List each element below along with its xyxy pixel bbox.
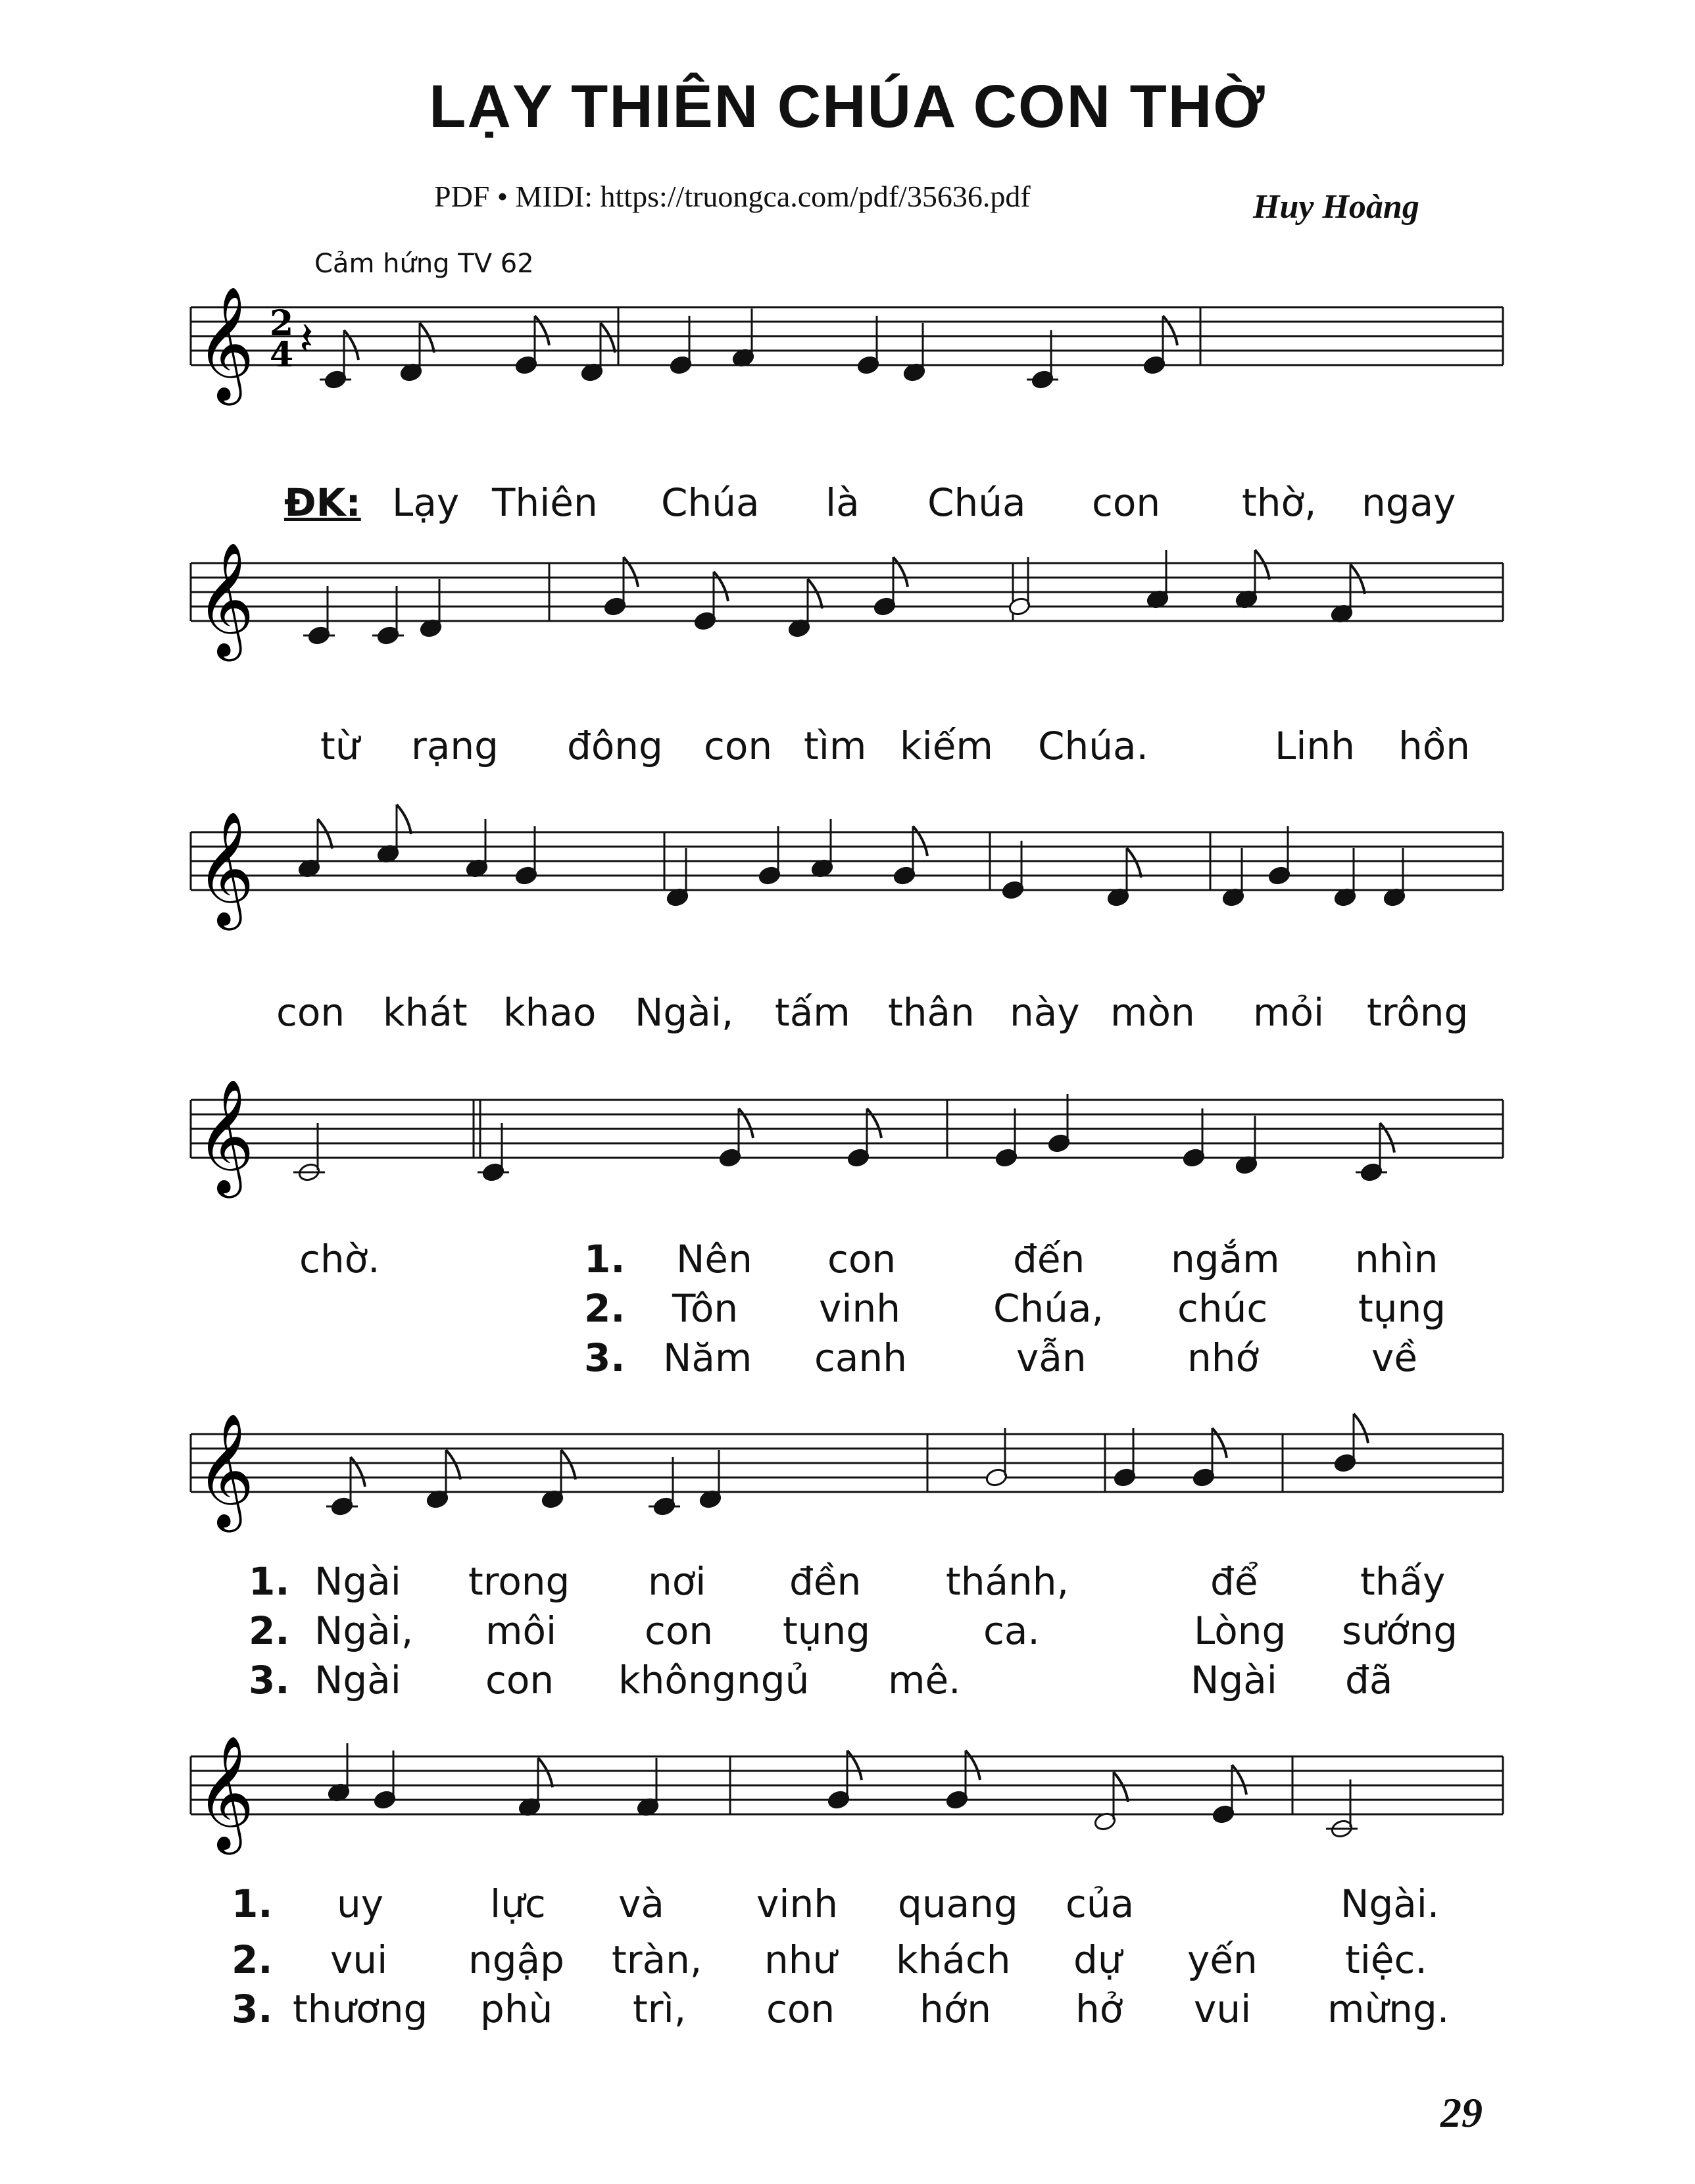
treble-clef-icon: 𝄞 [196, 286, 255, 401]
lyric-word: tấm [775, 990, 850, 1035]
time-signature-bottom: 4 [270, 335, 294, 375]
verse-number: 2. [249, 1608, 290, 1653]
time-signature-top: 2 [270, 303, 294, 343]
lyric-word: mừng. [1327, 1987, 1450, 2031]
lyric-word: khát [383, 990, 468, 1035]
lyric-word: con [827, 1237, 897, 1281]
lyric-word: trông [1367, 990, 1469, 1035]
lyric-word: thương [293, 1987, 428, 2031]
lyric-word: vinh [819, 1286, 900, 1331]
lyric-word: Chúa [927, 480, 1026, 525]
note-flag [1354, 1414, 1368, 1443]
lyric-word: sướng [1342, 1608, 1458, 1653]
note-flag [847, 1750, 862, 1780]
lyric-word: Linh [1275, 724, 1355, 768]
lyric-word: tìm [804, 724, 867, 768]
lyric-word: con [1092, 480, 1161, 525]
lyric-word: Ngài [314, 1658, 401, 1702]
lyric-word: thấy [1360, 1559, 1446, 1604]
lyric-word: ngay [1362, 480, 1456, 525]
treble-clef-icon: 𝄞 [196, 1079, 255, 1193]
note-flag [739, 1108, 753, 1138]
lyric-word: Ngài, [635, 990, 734, 1035]
lyric-word: Chúa, [993, 1286, 1104, 1331]
note-flag [714, 572, 728, 601]
lyric-word: Thiên [492, 480, 598, 525]
note-flag [867, 1108, 881, 1138]
note-flag [1380, 1123, 1394, 1153]
note-flag [538, 1758, 553, 1787]
lyric-word: là [825, 480, 860, 525]
verse-number: 1. [249, 1559, 290, 1604]
lyric-word: tụng [783, 1608, 871, 1653]
lyric-word: tụng [1358, 1286, 1446, 1331]
note-flag [966, 1750, 980, 1780]
note-flag [808, 579, 822, 608]
lyric-word: này [1010, 990, 1080, 1035]
lyric-word: canh [814, 1335, 907, 1380]
lyric-word: Năm [663, 1335, 752, 1380]
lyric-word: để [1210, 1559, 1258, 1604]
lyric-word: vui [1194, 1987, 1252, 2031]
note-flag [1114, 1772, 1128, 1802]
quarter-rest-icon: 𝄽 [299, 312, 314, 366]
lyric-word: thánh, [946, 1559, 1069, 1604]
lyric-word: dự [1073, 1937, 1122, 1982]
verse-number: 2. [232, 1937, 273, 1982]
treble-clef-icon: 𝄞 [196, 811, 255, 926]
lyric-word: Chúa. [1038, 724, 1148, 768]
lyric-word: con [645, 1608, 714, 1653]
song-title: LẠY THIÊN CHÚA CON THỜ [429, 73, 1266, 140]
lyric-word: uy [337, 1881, 384, 1926]
lyric-word: Ngài [314, 1559, 401, 1604]
lyric-word: con [704, 724, 773, 768]
lyric-word: Chúa [661, 480, 760, 525]
lyric-word: phù [480, 1987, 553, 2031]
lyric-word: con [766, 1987, 835, 2031]
note-flag [446, 1450, 460, 1479]
lyric-word: vẫn [1016, 1335, 1087, 1380]
note-flag [318, 819, 332, 849]
lyric-word: nhớ [1187, 1335, 1260, 1380]
lyric-word: khách [896, 1937, 1011, 1982]
note-flag [893, 557, 908, 587]
note-flag [1127, 848, 1141, 878]
lyric-word: tràn, [612, 1937, 702, 1982]
lyric-word: vui [330, 1937, 388, 1982]
lyric-word: ngắm [1171, 1237, 1280, 1281]
note-flag [601, 323, 615, 353]
note-flag [344, 330, 358, 360]
lyric-word: và [618, 1881, 664, 1926]
lyric-word: chúc [1177, 1286, 1268, 1331]
refrain-label: ĐK: [284, 480, 361, 525]
note-flag [1232, 1765, 1246, 1795]
note-flag [561, 1450, 576, 1479]
lyric-word: Ngài. [1340, 1881, 1440, 1926]
lyric-word: ngập [468, 1937, 564, 1982]
lyric-word: thờ, [1242, 480, 1317, 525]
note-flag [1350, 564, 1365, 594]
lyric-word: lực [490, 1881, 546, 1926]
treble-clef-icon: 𝄞 [196, 542, 255, 657]
lyric-word: như [764, 1937, 837, 1982]
lyric-word: Nên [676, 1237, 752, 1281]
verse-number: 2. [584, 1286, 626, 1331]
lyric-word: hớn [920, 1987, 992, 2031]
lyric-word: Tôn [672, 1286, 739, 1331]
source-link[interactable]: PDF • MIDI: https://truongca.com/pdf/35636.pdf [434, 180, 1031, 213]
lyric-word: mê. [888, 1658, 961, 1702]
lyric-word: con [485, 1658, 554, 1702]
lyric-word: ngủ [737, 1658, 810, 1702]
lyric-word: mỏi [1253, 990, 1325, 1035]
lyric-word: Lạy [392, 480, 460, 525]
lyric-word: đến [1013, 1237, 1085, 1281]
lyric-word: đã [1345, 1658, 1393, 1702]
treble-clef-icon: 𝄞 [196, 1735, 255, 1850]
lyric-word: yến [1187, 1937, 1258, 1982]
lyric-word: vinh [756, 1881, 838, 1926]
lyric-word: thân [888, 990, 975, 1035]
tempo-note: Cảm hứng TV 62 [314, 249, 534, 279]
lyric-word: quang [898, 1881, 1018, 1926]
lyric-word: nhìn [1355, 1237, 1438, 1281]
verse-number: 3. [584, 1335, 626, 1380]
lyric-word: đông [567, 724, 663, 768]
verse-number: 3. [249, 1658, 290, 1702]
composer-name: Huy Hoàng [1253, 188, 1419, 226]
lyric-word: ca. [983, 1608, 1040, 1653]
lyric-word: hồn [1398, 724, 1471, 768]
note-flag [1163, 316, 1177, 345]
note-flag [913, 826, 927, 856]
lyric-word: Ngài, [314, 1608, 414, 1653]
lyric-word: Ngài [1191, 1658, 1277, 1702]
note-flag [624, 557, 638, 587]
lyric-word: từ [320, 724, 360, 768]
lyric-word: mòn [1110, 990, 1195, 1035]
verse-number: 3. [232, 1987, 273, 2031]
lyric-word: con [276, 990, 345, 1035]
lyric-word: Lòng [1194, 1608, 1287, 1653]
note-flag [1212, 1428, 1227, 1458]
lyric-word: đền [789, 1559, 862, 1604]
lyric-word: khao [503, 990, 597, 1035]
note-flag [535, 316, 549, 345]
lyric-word: trì, [633, 1987, 687, 2031]
lyric-word: chờ. [299, 1237, 380, 1281]
note-flag [420, 323, 434, 353]
lyric-word: tiệc. [1345, 1937, 1427, 1982]
lyric-word: của [1066, 1881, 1135, 1926]
note-flag [1255, 550, 1269, 580]
verse-number: 1. [232, 1881, 273, 1926]
lyric-word: nơi [648, 1559, 706, 1604]
verse-number: 1. [584, 1237, 626, 1281]
lyric-word: không [618, 1658, 737, 1702]
page-number: 29 [1440, 2089, 1483, 2136]
lyric-word: trong [468, 1559, 570, 1604]
lyric-word: kiếm [900, 724, 993, 768]
lyric-word: về [1371, 1335, 1418, 1380]
treble-clef-icon: 𝄞 [196, 1413, 255, 1527]
lyric-word: rạng [411, 724, 499, 768]
lyric-word: môi [485, 1608, 557, 1653]
note-flag [397, 805, 411, 834]
note-flag [351, 1457, 365, 1487]
lyric-word: hở [1075, 1987, 1123, 2031]
